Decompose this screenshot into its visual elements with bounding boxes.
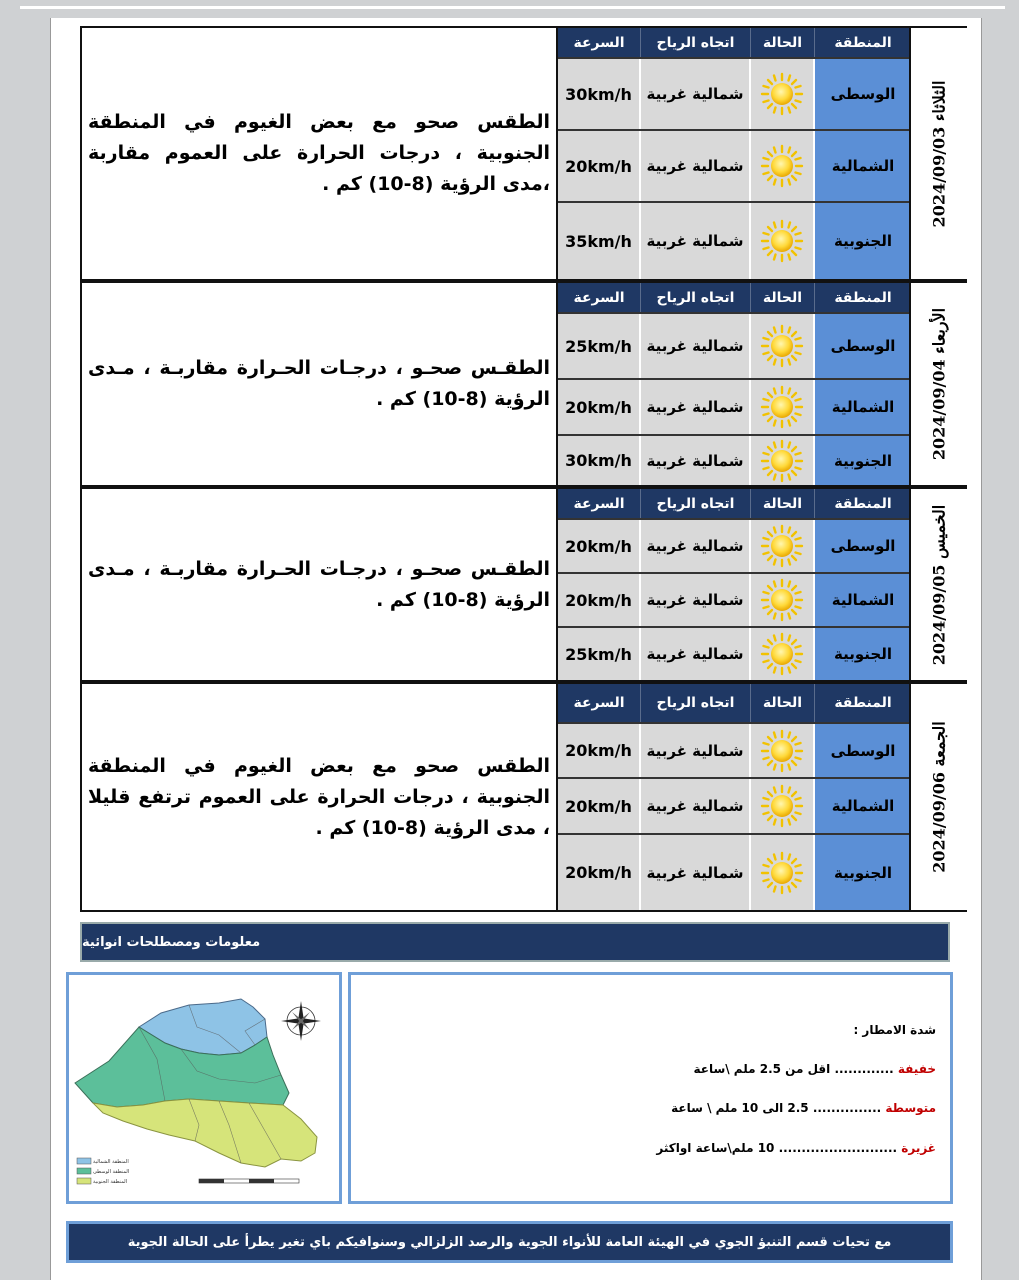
sun-icon [760, 851, 804, 895]
date-label: الثلاثاء 2024/09/03 [929, 80, 949, 227]
header-region: المنطقة [815, 28, 911, 57]
speed-cell: 30km/h [558, 436, 641, 485]
header-speed: السرعة [558, 28, 641, 57]
speed-cell: 20km/h [558, 779, 641, 833]
direction-cell: شمالية غربية [641, 59, 751, 129]
forecast-description: الطقـس صحـو ، درجـات الحـرارة مقاربـة ، مـدى الرؤية (8-10) كم . [88, 357, 550, 410]
direction-cell: شمالية غربية [641, 779, 751, 833]
region-cell: الجنوبية [815, 835, 911, 910]
rain-light-term: خفيفة [897, 1062, 936, 1076]
speed-cell: 30km/h [558, 59, 641, 129]
region-cell: الشمالية [815, 380, 911, 434]
condition-cell [751, 436, 815, 485]
speed-cell: 20km/h [558, 574, 641, 626]
region-cell: الوسطى [815, 59, 911, 129]
table-row [558, 572, 911, 626]
table-row [558, 777, 911, 833]
day-block [80, 487, 967, 682]
table-row [558, 378, 911, 434]
direction-cell: شمالية غربية [641, 835, 751, 910]
date-label: الأربعاء 2024/09/04 [929, 307, 949, 461]
header-condition: الحالة [751, 684, 815, 722]
legend-central-label: المنطقة الوسطى [93, 1169, 130, 1175]
rain-light-row [693, 1062, 936, 1076]
header-region: المنطقة [815, 489, 911, 518]
condition-cell [751, 131, 815, 201]
header-condition: الحالة [751, 28, 815, 57]
region-cell: الشمالية [815, 574, 911, 626]
region-cell: الوسطى [815, 724, 911, 777]
day-block [80, 682, 967, 912]
header-condition: الحالة [751, 283, 815, 312]
speed-cell: 20km/h [558, 835, 641, 910]
region-cell: الوسطى [815, 314, 911, 378]
direction-cell: شمالية غربية [641, 131, 751, 201]
header-region: المنطقة [815, 283, 911, 312]
region-cell: الشمالية [815, 131, 911, 201]
header-speed: السرعة [558, 283, 641, 312]
sun-icon [760, 524, 804, 568]
speed-cell: 25km/h [558, 628, 641, 680]
rain-moderate-row [671, 1101, 936, 1115]
direction-cell: شمالية غربية [641, 203, 751, 279]
forecast-description: الطقس صحو مع بعض الغيوم في المنطقة الجنوبية ، درجات الحرارة على العموم ترتفع قليلا ، مدى الرؤية (8-10) كم . [88, 754, 550, 839]
legend-south-label: المنطقة الجنوبية [93, 1179, 128, 1185]
table-row [558, 57, 911, 129]
sun-icon [760, 784, 804, 828]
table-row [558, 434, 911, 485]
top-bar [0, 0, 1019, 18]
header-condition: الحالة [751, 489, 815, 518]
info-terms-title: معلومات ومصطلحات انوائية [82, 934, 261, 950]
speed-cell: 20km/h [558, 131, 641, 201]
region-cell: الجنوبية [815, 628, 911, 680]
condition-cell [751, 380, 815, 434]
date-column [909, 489, 967, 680]
sun-icon [760, 385, 804, 429]
direction-cell: شمالية غربية [641, 724, 751, 777]
table-header [558, 28, 911, 57]
forecast-table [556, 684, 911, 910]
header-direction: اتجاه الرياح [641, 283, 751, 312]
table-row [558, 626, 911, 680]
forecast-table [556, 489, 911, 680]
sun-icon [760, 632, 804, 676]
direction-cell: شمالية غربية [641, 520, 751, 572]
speed-cell: 20km/h [558, 520, 641, 572]
sun-icon [760, 578, 804, 622]
speed-cell: 25km/h [558, 314, 641, 378]
sun-icon [760, 144, 804, 188]
map-legend [77, 1158, 91, 1184]
condition-cell [751, 574, 815, 626]
date-column [909, 684, 967, 910]
condition-cell [751, 779, 815, 833]
table-row [558, 722, 911, 777]
region-cell: الجنوبية [815, 436, 911, 485]
header-region: المنطقة [815, 684, 911, 722]
date-label: الجمعة 2024/09/06 [929, 721, 949, 873]
rain-moderate-term: متوسطة [885, 1101, 936, 1115]
rain-intensity-panel [348, 972, 953, 1204]
forecast-description: الطقـس صحـو ، درجـات الحـرارة مقاربـة ، مـدى الرؤية (8-10) كم . [88, 557, 550, 611]
table-row [558, 129, 911, 201]
map-legend-labels [93, 1157, 153, 1187]
header-speed: السرعة [558, 684, 641, 722]
sun-icon [760, 729, 804, 773]
header-direction: اتجاه الرياح [641, 684, 751, 722]
day-block [80, 281, 967, 487]
region-cell: الوسطى [815, 520, 911, 572]
direction-cell: شمالية غربية [641, 574, 751, 626]
forecast-table [556, 283, 911, 485]
compass-rose-icon [281, 1001, 321, 1041]
condition-cell [751, 628, 815, 680]
condition-cell [751, 520, 815, 572]
header-direction: اتجاه الرياح [641, 489, 751, 518]
date-column [909, 283, 967, 485]
condition-cell [751, 203, 815, 279]
rain-intensity-title: شدة الامطار : [853, 1023, 936, 1037]
footer-banner [66, 1221, 953, 1263]
speed-cell: 20km/h [558, 380, 641, 434]
direction-cell: شمالية غربية [641, 380, 751, 434]
direction-cell: شمالية غربية [641, 628, 751, 680]
header-direction: اتجاه الرياح [641, 28, 751, 57]
rain-heavy-desc: .......................... 10 ملم\ساعة اواكثر [656, 1141, 902, 1155]
date-label: الخميس 2024/09/05 [929, 504, 949, 665]
condition-cell [751, 59, 815, 129]
condition-cell [751, 724, 815, 777]
footer-text: مع تحيات قسم التنبؤ الجوي في الهيئة العامة للأنواء الجوية والرصد الزلزالي وسنوافيكم باي تغير يطرأ على الحالة الجوية [127, 1234, 892, 1250]
legend-north-label: المنطقة الشمالية [93, 1159, 129, 1165]
speed-cell: 35km/h [558, 203, 641, 279]
table-header [558, 489, 911, 518]
table-row [558, 201, 911, 279]
direction-cell: شمالية غربية [641, 436, 751, 485]
forecast-description: الطقس صحو مع بعض الغيوم في المنطقة الجنوبية ، درجات الحرارة على العموم مقاربة ،مدى الرؤية (8-10) كم . [88, 111, 550, 195]
region-cell: الشمالية [815, 779, 911, 833]
date-column [909, 28, 967, 279]
header-speed: السرعة [558, 489, 641, 518]
sun-icon [760, 72, 804, 116]
rain-moderate-desc: ............... 2.5 الى 10 ملم \ ساعة [671, 1101, 886, 1115]
day-block [80, 26, 967, 281]
direction-cell: شمالية غربية [641, 314, 751, 378]
top-divider [20, 6, 1005, 9]
sun-icon [760, 439, 804, 483]
region-cell: الجنوبية [815, 203, 911, 279]
condition-cell [751, 835, 815, 910]
speed-cell: 20km/h [558, 724, 641, 777]
table-row [558, 833, 911, 910]
rain-light-desc: ............. اقل من 2.5 ملم \ساعة [693, 1062, 898, 1076]
info-terms-bar [80, 922, 950, 962]
sun-icon [760, 324, 804, 368]
table-header [558, 283, 911, 312]
sun-icon [760, 219, 804, 263]
region-map-panel [66, 972, 342, 1204]
table-header [558, 684, 911, 722]
condition-cell [751, 314, 815, 378]
scale-bar [199, 1179, 299, 1183]
table-row [558, 312, 911, 378]
table-row [558, 518, 911, 572]
rain-heavy-term: غزيرة [901, 1141, 936, 1155]
forecast-table [556, 28, 911, 279]
rain-heavy-row [656, 1141, 936, 1155]
